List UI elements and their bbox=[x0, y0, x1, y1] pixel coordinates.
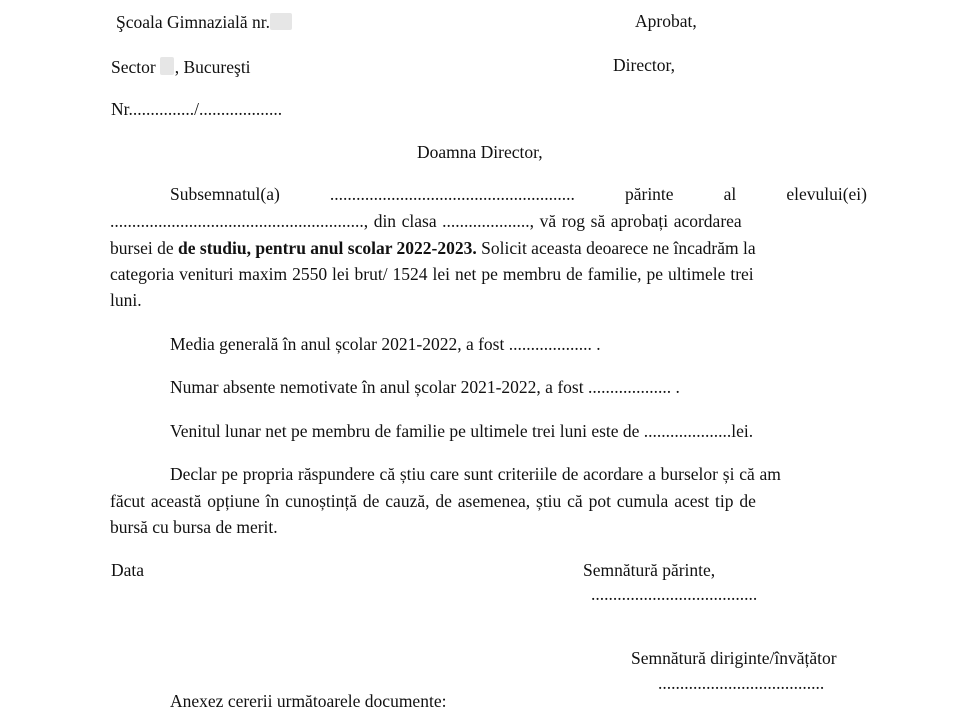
sector-city: , Bucureşti bbox=[174, 57, 251, 77]
sector-prefix: Sector bbox=[111, 57, 156, 77]
paragraph2-line2: făcut această opțiune în cunoștință de cauză, de asemenea, știu că pot cumula acest tip de bbox=[110, 491, 756, 511]
redacted-sector-number bbox=[160, 57, 174, 75]
school-name bbox=[116, 13, 292, 32]
paragraph2-line1: Declar pe propria răspundere că știu care sunt criteriile de acordare a burselor și că am bbox=[170, 464, 781, 484]
teacher-signature-label: Semnătură diriginte/învățător bbox=[631, 648, 837, 668]
salutation: Doamna Director, bbox=[417, 142, 543, 162]
parent-signature-label: Semnătură părinte, bbox=[583, 560, 716, 580]
paragraph2-line3: bursă cu bursa de merit. bbox=[110, 517, 278, 537]
date-label: Data bbox=[111, 560, 145, 580]
annex-line: Anexez cererii următoarele documente: bbox=[170, 691, 447, 711]
teacher-signature-dots: ...................................... bbox=[658, 673, 825, 693]
bursei-prefix: bursei de bbox=[110, 238, 179, 258]
paragraph1-line1 bbox=[170, 186, 867, 204]
media-line: Media generală în anul școlar 2021-2022, a fost ................... . bbox=[170, 334, 601, 354]
director-label: Director, bbox=[613, 55, 675, 75]
elevului-word: elevului(ei) bbox=[786, 184, 867, 204]
paragraph1-line4: categoria venituri maxim 2550 lei brut/ 1524 lei net pe membru de familie, pe ultimele trei bbox=[110, 264, 754, 284]
redacted-school-number bbox=[270, 13, 292, 30]
al-word: al bbox=[723, 184, 737, 204]
bursa-type-bold: de studiu, pentru anul scolar 2022-2023. bbox=[178, 238, 477, 258]
approved-label: Aprobat, bbox=[635, 11, 697, 31]
name-dots: ........................................................ bbox=[329, 184, 575, 204]
subsemnatul-label: Subsemnatul(a) bbox=[170, 184, 280, 204]
sector-line bbox=[111, 57, 251, 77]
solicit-text: Solicit aceasta deoarece ne încadrăm la bbox=[476, 238, 756, 258]
paragraph1-line5: luni. bbox=[110, 290, 142, 310]
school-label: Şcoala Gimnazială nr. bbox=[116, 12, 271, 32]
venit-line: Venitul lunar net pe membru de familie pe ultimele trei luni este de ....................lei. bbox=[170, 421, 754, 441]
absente-line: Numar absente nemotivate în anul școlar 2021-2022, a fost ................... . bbox=[170, 377, 680, 397]
parinte-word: părinte bbox=[624, 184, 674, 204]
paragraph1-line3 bbox=[110, 240, 756, 258]
paragraph1-line2: .........................................................., din clasa ...................., vă rog să aprobați acordarea bbox=[110, 211, 742, 231]
parent-signature-dots: ...................................... bbox=[591, 584, 758, 604]
registration-number: Nr.............../................... bbox=[111, 99, 283, 119]
